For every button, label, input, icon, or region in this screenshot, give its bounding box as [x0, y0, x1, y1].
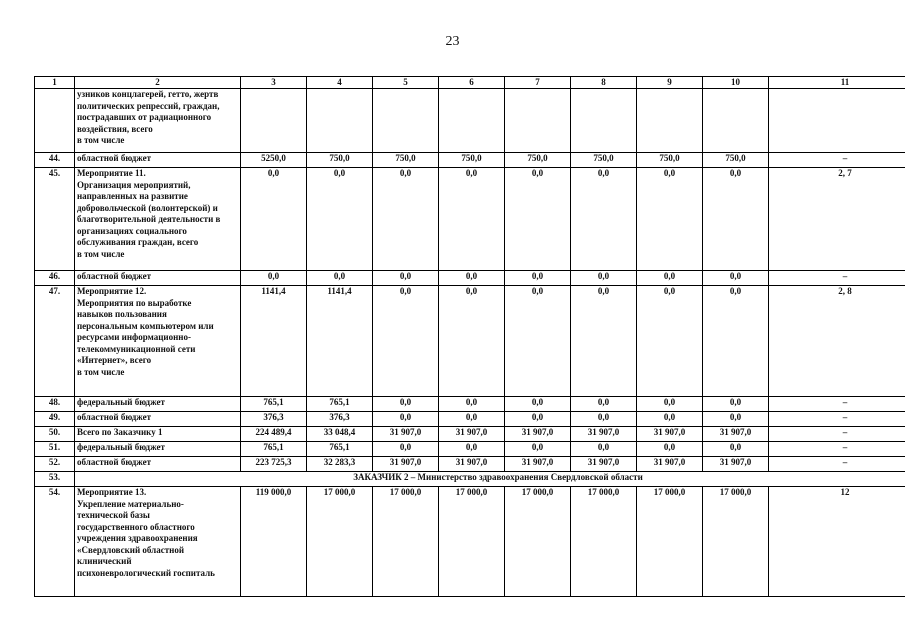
amount-cell: 224 489,4	[241, 427, 307, 442]
description-line: технической базы	[77, 510, 150, 520]
target-reference-cell	[769, 89, 905, 153]
amount-cell: 31 907,0	[703, 427, 769, 442]
description-cell	[75, 457, 241, 472]
amount-cell: 0,0	[439, 271, 505, 286]
amount-cell: 0,0	[637, 412, 703, 427]
target-reference-cell: –	[769, 153, 905, 168]
amount-cell: 31 907,0	[439, 427, 505, 442]
column-header: 5	[373, 77, 439, 89]
table-row	[35, 457, 905, 472]
amount-cell	[703, 89, 769, 153]
amount-cell: 0,0	[703, 286, 769, 397]
amount-cell: 0,0	[439, 397, 505, 412]
amount-cell: 750,0	[307, 153, 373, 168]
description-cell	[75, 427, 241, 442]
description-line: «Интернет», всего	[77, 355, 152, 365]
description-cell	[75, 412, 241, 427]
description-line: учреждения здравоохранения	[77, 533, 198, 543]
amount-cell: 223 725,3	[241, 457, 307, 472]
row-number-cell: 51.	[35, 442, 75, 457]
amount-cell: 31 907,0	[439, 457, 505, 472]
description-line: персональным компьютером или	[77, 320, 214, 331]
description-line: клинический	[77, 556, 132, 566]
description-cell	[75, 487, 241, 597]
amount-cell: 1141,4	[307, 286, 373, 397]
amount-cell	[505, 89, 571, 153]
amount-cell: 31 907,0	[571, 457, 637, 472]
amount-cell	[439, 89, 505, 153]
amount-cell: 32 283,3	[307, 457, 373, 472]
budget-table	[34, 76, 905, 597]
description-cell	[75, 271, 241, 286]
amount-cell: 765,1	[241, 397, 307, 412]
amount-cell: 750,0	[703, 153, 769, 168]
amount-cell: 0,0	[373, 168, 439, 271]
column-header: 4	[307, 77, 373, 89]
amount-cell: 0,0	[571, 168, 637, 271]
amount-cell: 0,0	[571, 412, 637, 427]
description-cell	[75, 153, 241, 168]
description-line: федеральный бюджет	[77, 397, 165, 407]
column-header: 7	[505, 77, 571, 89]
amount-cell: 0,0	[637, 168, 703, 271]
amount-cell: 0,0	[373, 397, 439, 412]
column-header: 8	[571, 77, 637, 89]
description-line: воздействия, всего	[77, 123, 153, 134]
description-line: Мероприятие 12.	[77, 286, 147, 296]
amount-cell: 750,0	[505, 153, 571, 168]
description-line: государственного областного	[77, 521, 195, 532]
amount-cell: 0,0	[439, 412, 505, 427]
table-row	[35, 472, 905, 487]
amount-cell: 0,0	[241, 168, 307, 271]
table-row	[35, 89, 905, 153]
description-line: областной бюджет	[77, 457, 152, 467]
row-number-cell: 49.	[35, 412, 75, 427]
table-row	[35, 168, 905, 271]
amount-cell: 0,0	[703, 397, 769, 412]
target-reference-cell: 2, 7	[769, 168, 905, 271]
amount-cell: 5250,0	[241, 153, 307, 168]
column-header: 11	[769, 77, 905, 89]
amount-cell: 0,0	[505, 168, 571, 271]
description-line: обслуживания граждан, всего	[77, 237, 199, 247]
amount-cell: 750,0	[637, 153, 703, 168]
column-header: 10	[703, 77, 769, 89]
table-row	[35, 442, 905, 457]
description-line: областной бюджет	[77, 153, 152, 163]
table-row	[35, 397, 905, 412]
description-line: политических репрессий, граждан,	[77, 100, 220, 111]
description-line: областной бюджет	[77, 271, 152, 281]
description-line: телекоммуникационной сети	[77, 343, 196, 354]
target-reference-cell: –	[769, 427, 905, 442]
amount-cell: 31 907,0	[703, 457, 769, 472]
amount-cell: 17 000,0	[373, 487, 439, 597]
description-line: добровольческой (волонтерской) и	[77, 202, 218, 213]
description-line: Мероприятия по выработке	[77, 297, 192, 308]
amount-cell: 0,0	[439, 168, 505, 271]
amount-cell: 1141,4	[241, 286, 307, 397]
description-cell	[75, 442, 241, 457]
table-row	[35, 487, 905, 597]
row-number-cell: 45.	[35, 168, 75, 271]
amount-cell: 0,0	[505, 442, 571, 457]
amount-cell: 0,0	[373, 412, 439, 427]
amount-cell	[571, 89, 637, 153]
target-reference-cell: –	[769, 412, 905, 427]
amount-cell: 17 000,0	[439, 487, 505, 597]
amount-cell: 0,0	[703, 271, 769, 286]
amount-cell: 765,1	[307, 442, 373, 457]
amount-cell: 0,0	[571, 271, 637, 286]
table-header-row	[35, 77, 905, 89]
description-line: узников концлагерей, гетто, жертв	[77, 89, 219, 99]
target-reference-cell: –	[769, 442, 905, 457]
description-line: Укрепление материально-	[77, 498, 184, 509]
amount-cell: 0,0	[637, 271, 703, 286]
amount-cell: 0,0	[703, 412, 769, 427]
amount-cell: 0,0	[637, 397, 703, 412]
description-cell	[75, 397, 241, 412]
amount-cell: 0,0	[703, 168, 769, 271]
amount-cell: 0,0	[637, 286, 703, 397]
description-line: ресурсами информационно-	[77, 332, 191, 342]
amount-cell	[637, 89, 703, 153]
amount-cell: 0,0	[373, 286, 439, 397]
column-header: 1	[35, 77, 75, 89]
amount-cell: 31 907,0	[637, 457, 703, 472]
column-header: 2	[75, 77, 241, 89]
column-header: 3	[241, 77, 307, 89]
amount-cell	[307, 89, 373, 153]
amount-cell: 0,0	[307, 168, 373, 271]
amount-cell: 0,0	[703, 442, 769, 457]
amount-cell: 17 000,0	[703, 487, 769, 597]
amount-cell: 765,1	[241, 442, 307, 457]
description-line: организациях социального	[77, 225, 187, 236]
page-number: 23	[445, 34, 460, 49]
description-line: навыков пользования	[77, 309, 167, 319]
amount-cell: 31 907,0	[373, 457, 439, 472]
amount-cell: 0,0	[241, 271, 307, 286]
column-header: 6	[439, 77, 505, 89]
amount-cell: 0,0	[373, 442, 439, 457]
table-row	[35, 427, 905, 442]
description-line: в том числе	[77, 135, 125, 145]
amount-cell: 750,0	[439, 153, 505, 168]
section-heading-cell: ЗАКАЗЧИК 2 – Министерство здравоохранения Свердловской области	[75, 472, 905, 487]
table-row	[35, 153, 905, 168]
amount-cell: 17 000,0	[571, 487, 637, 597]
description-line: Мероприятие 13.	[77, 487, 147, 497]
table-row	[35, 271, 905, 286]
amount-cell: 31 907,0	[505, 427, 571, 442]
amount-cell: 0,0	[505, 271, 571, 286]
amount-cell: 376,3	[241, 412, 307, 427]
amount-cell: 765,1	[307, 397, 373, 412]
amount-cell: 0,0	[439, 442, 505, 457]
description-cell	[75, 168, 241, 271]
amount-cell: 0,0	[637, 442, 703, 457]
target-reference-cell: 2, 8	[769, 286, 905, 397]
description-line: Организация мероприятий,	[77, 179, 191, 190]
amount-cell: 33 048,4	[307, 427, 373, 442]
amount-cell: 0,0	[505, 397, 571, 412]
row-number-cell: 53.	[35, 472, 75, 487]
description-line: федеральный бюджет	[77, 442, 165, 452]
description-cell	[75, 89, 241, 153]
row-number-cell: 54.	[35, 487, 75, 597]
amount-cell: 0,0	[439, 286, 505, 397]
description-line: Всего по Заказчику 1	[77, 427, 163, 437]
description-cell	[75, 286, 241, 397]
description-line: «Свердловский областной	[77, 544, 185, 555]
description-line: психоневрологический госпиталь	[77, 567, 215, 578]
row-number-cell: 50.	[35, 427, 75, 442]
amount-cell	[373, 89, 439, 153]
amount-cell	[241, 89, 307, 153]
amount-cell: 31 907,0	[637, 427, 703, 442]
amount-cell: 119 000,0	[241, 487, 307, 597]
description-line: пострадавших от радиационного	[77, 112, 212, 122]
description-line: в том числе	[77, 248, 125, 259]
amount-cell: 750,0	[373, 153, 439, 168]
description-line: в том числе	[77, 366, 125, 377]
amount-cell: 0,0	[571, 286, 637, 397]
description-line: направленных на развитие	[77, 191, 188, 201]
amount-cell: 0,0	[571, 442, 637, 457]
description-line: благотворительной деятельности в	[77, 214, 221, 224]
table-row	[35, 286, 905, 397]
amount-cell: 0,0	[505, 286, 571, 397]
row-number-cell	[35, 89, 75, 153]
amount-cell: 750,0	[571, 153, 637, 168]
row-number-cell: 52.	[35, 457, 75, 472]
amount-cell: 0,0	[571, 397, 637, 412]
amount-cell: 31 907,0	[571, 427, 637, 442]
target-reference-cell: 12	[769, 487, 905, 597]
row-number-cell: 48.	[35, 397, 75, 412]
amount-cell: 0,0	[505, 412, 571, 427]
amount-cell: 31 907,0	[505, 457, 571, 472]
row-number-cell: 47.	[35, 286, 75, 397]
amount-cell: 0,0	[307, 271, 373, 286]
row-number-cell: 46.	[35, 271, 75, 286]
amount-cell: 0,0	[373, 271, 439, 286]
description-line: Мероприятие 11.	[77, 168, 146, 178]
target-reference-cell: –	[769, 271, 905, 286]
target-reference-cell: –	[769, 397, 905, 412]
amount-cell: 17 000,0	[505, 487, 571, 597]
amount-cell: 31 907,0	[373, 427, 439, 442]
description-line: областной бюджет	[77, 412, 152, 422]
amount-cell: 17 000,0	[307, 487, 373, 597]
amount-cell: 17 000,0	[637, 487, 703, 597]
column-header: 9	[637, 77, 703, 89]
table-row	[35, 412, 905, 427]
target-reference-cell: –	[769, 457, 905, 472]
row-number-cell: 44.	[35, 153, 75, 168]
amount-cell: 376,3	[307, 412, 373, 427]
